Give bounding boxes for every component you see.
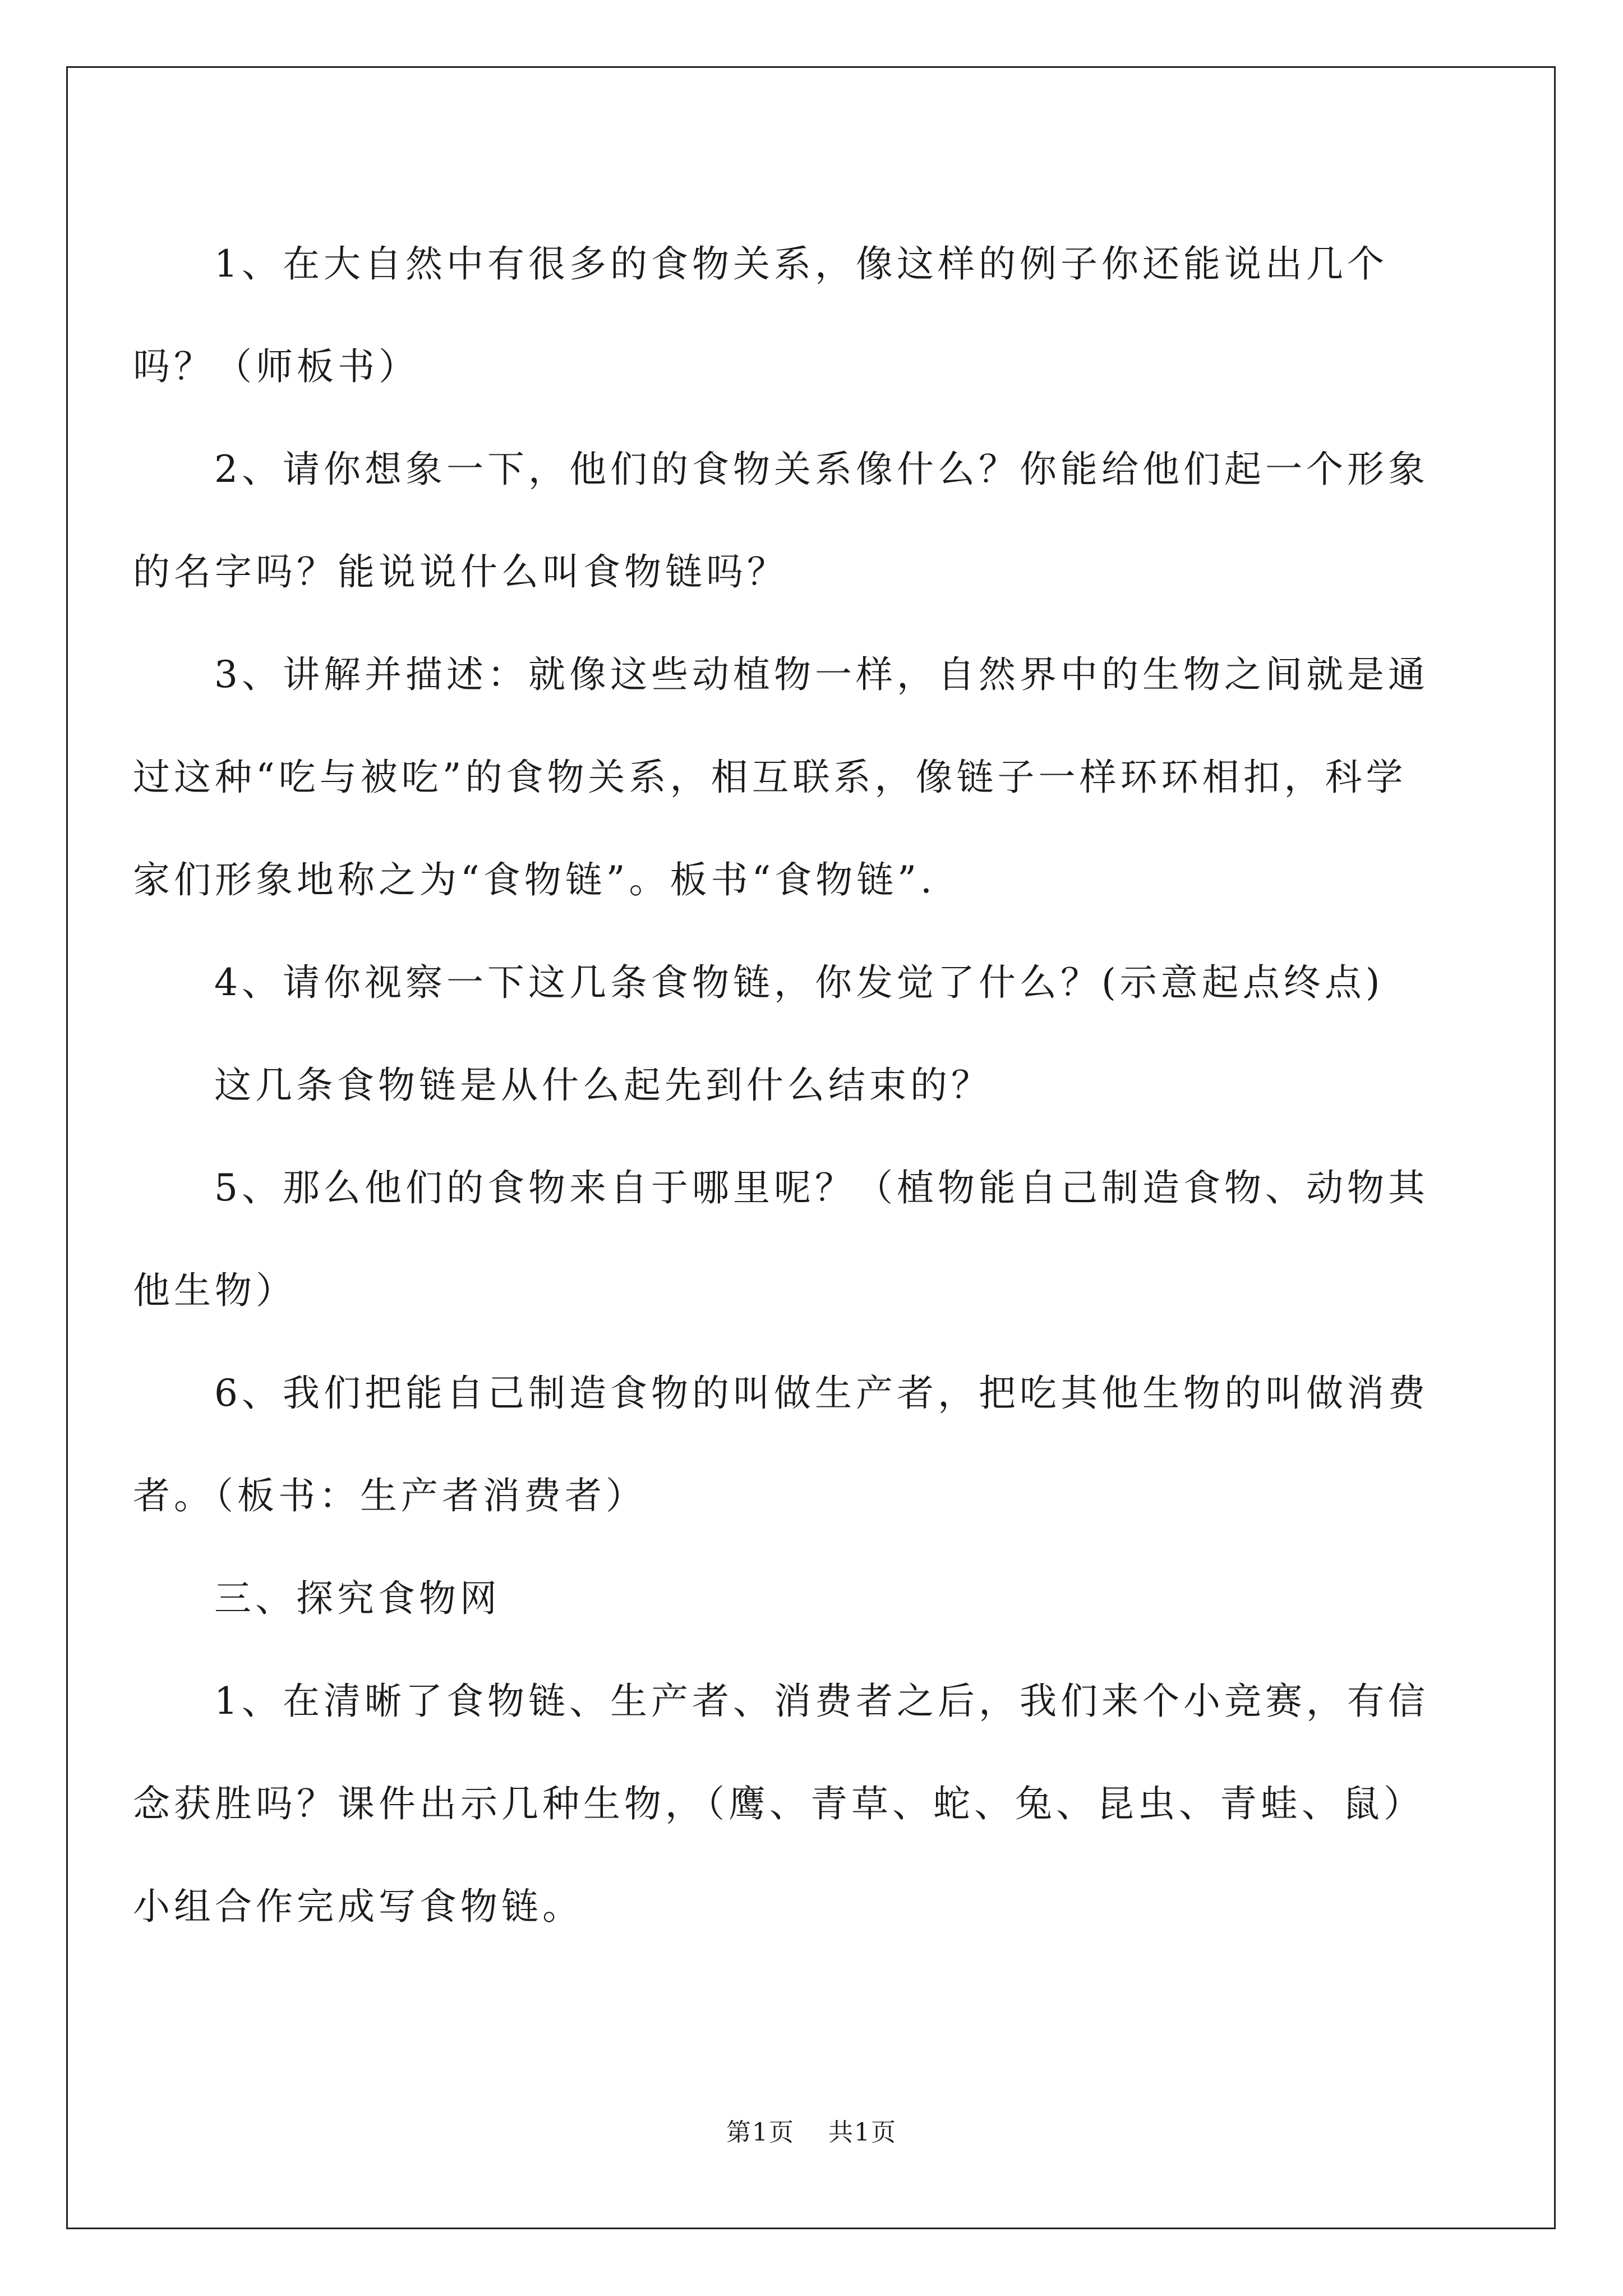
paragraph-4: 4、请你视察一下这几条食物链，你发觉了什么？(示意起点终点) <box>214 961 1384 1004</box>
paragraph-2: 2、请你想象一下，他们的食物关系像什么？你能给他们起一个形象的名字吗？能说说什么叫食物链吗？ <box>133 448 1429 593</box>
paragraph-3: 3、讲解并描述：就像这些动植物一样，自然界中的生物之间就是通过这种“吃与被吃”的食物关系，相互联系，像链子一样环环相扣，科学家们形象地称之为“食物链”。板书“食物链”. <box>133 653 1429 901</box>
page-number: 第1页 <box>726 2118 795 2147</box>
paragraph-1: 1、在大自然中有很多的食物关系，像这样的例子你还能说出几个吗？（师板书） <box>133 242 1388 388</box>
paragraph-5: 这几条食物链是从什么起先到什么结束的？ <box>214 1064 992 1107</box>
page-footer <box>0 2112 1623 2148</box>
section-heading: 三、探究食物网 <box>214 1577 501 1620</box>
paragraph-6: 5、那么他们的食物来自于哪里呢？（植物能自己制造食物、动物其他生物） <box>133 1166 1429 1312</box>
paragraph-7: 6、我们把能自己制造食物的叫做生产者，把吃其他生物的叫做消费者。（板书：生产者消费者） <box>133 1372 1429 1517</box>
page-total: 共1页 <box>828 2118 897 2147</box>
document-body <box>133 213 1434 1958</box>
paragraph-8: 1、在清晰了食物链、生产者、消费者之后，我们来个小竞赛，有信念获胜吗？课件出示几种生物，（鹰、青草、蛇、兔、昆虫、青蛙、鼠）小组合作完成写食物链。 <box>133 1680 1429 1928</box>
